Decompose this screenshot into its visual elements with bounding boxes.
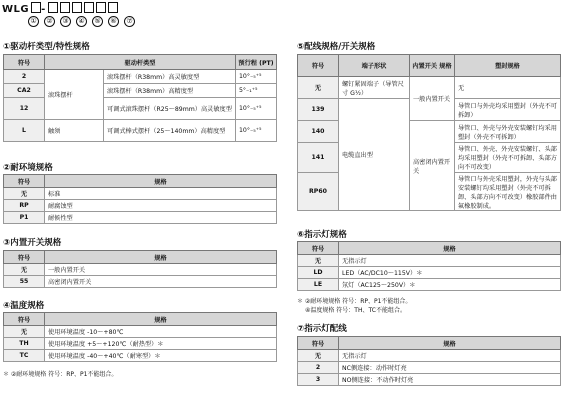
col-header-spec: 规格	[339, 337, 561, 350]
model-prefix: WLG	[2, 4, 30, 15]
code-box	[31, 2, 41, 13]
position-marker-6: ⑥	[108, 16, 119, 27]
col-header-code: 符号	[298, 55, 339, 77]
position-marker-3: ③	[60, 16, 71, 27]
row-desc: 可调式棒式摆杆（25～140mm）高精度型	[104, 120, 236, 142]
col-header-spec: 规格	[45, 175, 277, 188]
table-row	[298, 267, 561, 279]
row-code: P1	[4, 212, 45, 224]
table-row	[298, 279, 561, 291]
group-label: 滚珠摆杆	[45, 70, 104, 120]
code-box	[108, 2, 118, 13]
row-code: TC	[4, 350, 45, 362]
row-spec: 标准	[45, 188, 277, 200]
code-box	[72, 2, 82, 13]
row-code: 140	[298, 121, 339, 143]
wiring-table	[297, 54, 561, 211]
col-header-code: 符号	[4, 313, 45, 326]
model-code: WLG -	[2, 2, 118, 15]
col-header-terminal: 端子形状	[339, 55, 410, 77]
table-row	[4, 188, 277, 200]
col-header-code: 符号	[4, 175, 45, 188]
row-desc: 可调式滚珠摆杆（R25～89mm）高灵敏度型	[104, 98, 236, 120]
code-box	[60, 2, 70, 13]
lamp-note-2: ④温度规格 符号：TH、TC不能组合。	[305, 307, 406, 314]
row-pt: 10°₋₅⁺⁵	[236, 120, 277, 142]
row-code: 无	[298, 255, 339, 267]
table-row	[4, 120, 277, 142]
position-marker-2: ②	[44, 16, 55, 27]
row-code: 139	[298, 99, 339, 121]
row-code: CA2	[4, 84, 45, 98]
section-title-switch: ③内置开关规格	[3, 238, 62, 248]
row-desc: 滚珠摆杆（R38mm）高灵敏度型	[104, 70, 236, 84]
row-code: 无	[4, 326, 45, 338]
row-seal: 导管口、外壳与外壳安装螺钉均采用塑封（外壳不可拆卸）	[455, 121, 561, 143]
table-row	[4, 200, 277, 212]
row-code: 2	[298, 362, 339, 374]
row-spec: 一般内置开关	[45, 264, 277, 276]
lamp-wiring-table	[297, 336, 561, 386]
table-row	[4, 338, 277, 350]
table-row	[4, 84, 277, 98]
lever-table	[3, 54, 277, 142]
section-title-lever: ①驱动杆类型/特性规格	[3, 42, 90, 52]
col-header-pt: 预行程 (PT)	[236, 55, 277, 70]
row-code: TH	[4, 338, 45, 350]
row-label: 触须	[45, 120, 104, 142]
row-spec: LED（AC/DC10～115V）＊	[339, 267, 561, 279]
row-code: 3	[298, 374, 339, 386]
row-code: 12	[4, 98, 45, 120]
table-row	[298, 255, 561, 267]
table-row	[4, 212, 277, 224]
row-pt: 10°₋₅⁺⁵	[236, 70, 277, 84]
row-code: 2	[4, 70, 45, 84]
section-title-temp: ④温度规格	[3, 301, 45, 311]
row-spec: 使用环境温度 -10～+80℃	[45, 326, 277, 338]
position-marker-7: ⑦	[124, 16, 135, 27]
table-row	[4, 276, 277, 288]
switch-table	[3, 250, 277, 288]
section-title-env: ②耐环境规格	[3, 163, 53, 173]
row-terminal: 电缆直出型	[339, 99, 410, 211]
code-box	[48, 2, 58, 13]
col-header-code: 符号	[298, 242, 339, 255]
table-row	[4, 350, 277, 362]
row-spec: 无指示灯	[339, 350, 561, 362]
col-header-spec: 规格	[339, 242, 561, 255]
row-switch: 一般内置开关	[410, 77, 455, 121]
code-box	[84, 2, 94, 13]
row-code: LE	[298, 279, 339, 291]
table-row	[298, 350, 561, 362]
env-table	[3, 174, 277, 224]
table-row	[4, 70, 277, 84]
section-title-wiring: ⑤配线规格/开关规格	[297, 42, 376, 52]
table-row	[298, 362, 561, 374]
row-code: 141	[298, 143, 339, 173]
row-spec: NO侧连接：不动作时灯亮	[339, 374, 561, 386]
row-spec: NC侧连接：动作时灯亮	[339, 362, 561, 374]
row-code: L	[4, 120, 45, 142]
lamp-note-1: ＊ ②耐环境规格 符号：RP、P1不能组合。	[297, 298, 412, 305]
table-row	[4, 326, 277, 338]
row-code: 无	[4, 188, 45, 200]
position-marker-4: ④	[76, 16, 87, 27]
row-code: 无	[4, 264, 45, 276]
row-seal: 无	[455, 77, 561, 99]
row-spec: 使用环境温度 -40～+40℃（耐寒型）＊	[45, 350, 277, 362]
lamp-table	[297, 241, 561, 291]
row-spec: 高密闭内置开关	[45, 276, 277, 288]
col-header-spec: 规格	[45, 251, 277, 264]
table-row	[298, 374, 561, 386]
code-box	[96, 2, 106, 13]
row-code: 无	[298, 77, 339, 99]
position-marker-1: ①	[28, 16, 39, 27]
row-code: LD	[298, 267, 339, 279]
row-spec: 耐腐蚀型	[45, 200, 277, 212]
table-row	[4, 264, 277, 276]
section-title-lamp-wiring: ⑦指示灯配线	[297, 324, 347, 334]
row-spec: 无指示灯	[339, 255, 561, 267]
section-title-lamp: ⑥指示灯规格	[297, 230, 347, 240]
col-header-switch: 内置开关 规格	[410, 55, 455, 77]
col-header-code: 符号	[4, 55, 45, 70]
row-seal: 导管口与外壳采用塑封，外壳与头部安装螺钉均采用塑封（外壳不可拆卸、头部方向不可改变）橡胶部件由氟橡胶制成。	[455, 173, 561, 211]
row-switch: 高密闭内置开关	[410, 121, 455, 211]
col-header-seal: 塑封规格	[455, 55, 561, 77]
temp-table	[3, 312, 277, 362]
row-spec: 使用环境温度 +5～+120℃（耐热型）＊	[45, 338, 277, 350]
row-spec: 氖灯（AC125～250V）＊	[339, 279, 561, 291]
row-code: RP60	[298, 173, 339, 211]
row-pt: 5°₋₁⁺⁵	[236, 84, 277, 98]
row-seal: 导管口、外壳、外壳安装螺钉、头部均采用塑封（外壳不可拆卸、头部方向不可改变）	[455, 143, 561, 173]
table-row	[298, 77, 561, 99]
row-terminal: 螺钉紧固端子（导管尺寸 G½）	[339, 77, 410, 99]
row-seal: 导管口与外壳均采用塑封（外壳不可拆卸）	[455, 99, 561, 121]
col-header-code: 符号	[298, 337, 339, 350]
row-code: 无	[298, 350, 339, 362]
temp-note: ＊ ②耐环境规格 符号：RP、P1不能组合。	[3, 371, 118, 378]
row-code: RP	[4, 200, 45, 212]
position-marker-5: ⑤	[92, 16, 103, 27]
table-row	[298, 121, 561, 143]
row-spec: 耐候性型	[45, 212, 277, 224]
table-row	[4, 98, 277, 120]
row-desc: 滚珠摆杆（R38mm）高精度型	[104, 84, 236, 98]
col-header-code: 符号	[4, 251, 45, 264]
col-header-lever: 驱动杆类型	[45, 55, 236, 70]
row-pt: 10°₋₅⁺⁵	[236, 98, 277, 120]
col-header-spec: 规格	[45, 313, 277, 326]
row-code: 55	[4, 276, 45, 288]
